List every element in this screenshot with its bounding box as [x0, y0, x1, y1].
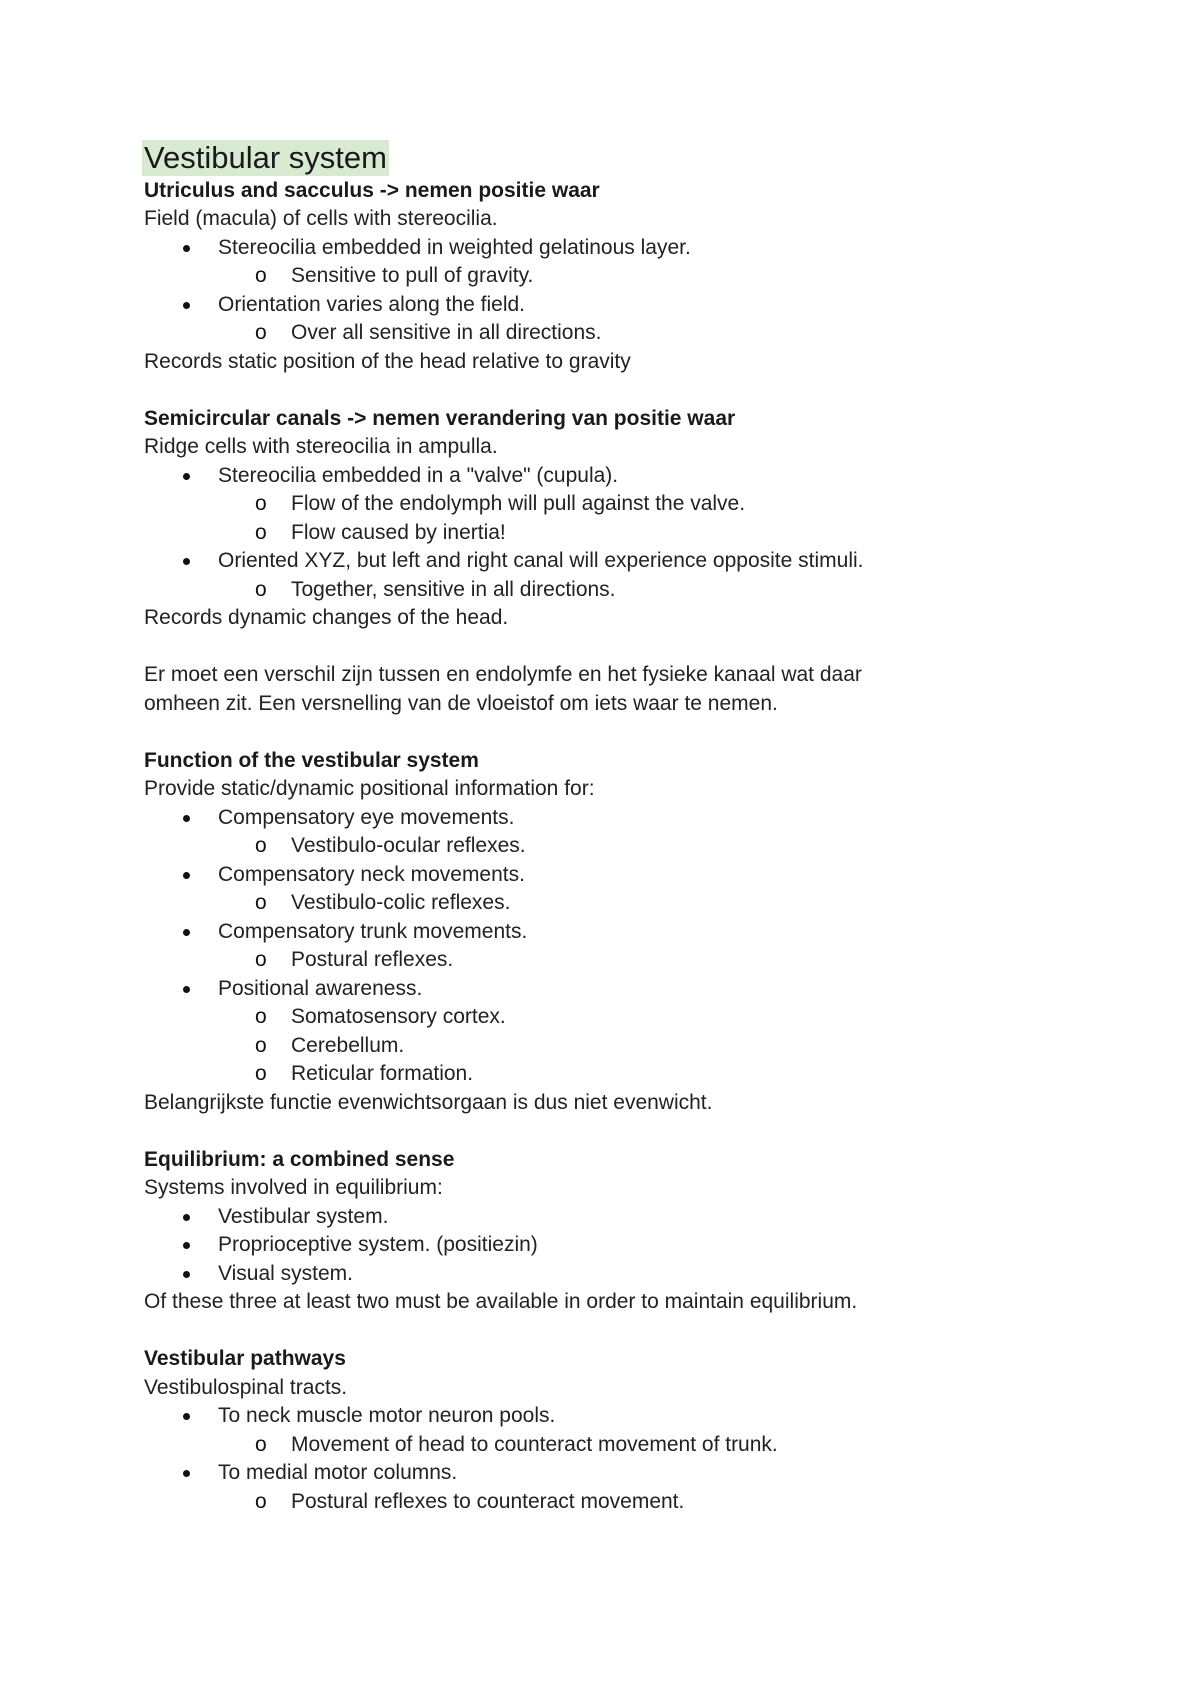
sub-bullet-marker-icon: o: [255, 948, 267, 971]
bullet-dot-icon: [183, 986, 190, 993]
bullet-dot-icon: [183, 558, 190, 565]
section-spacer: [144, 1317, 1104, 1346]
bullet-text: Orientation varies along the field.: [218, 292, 526, 316]
bullet-item: [144, 1459, 1104, 1488]
section-intro: Ridge cells with stereocilia in ampulla.: [144, 435, 498, 458]
section-spacer: [144, 718, 1104, 747]
sub-bullet-marker-icon: o: [255, 891, 267, 914]
bullet-item: [144, 1203, 1104, 1232]
section-intro: Provide static/dynamic positional information for:: [144, 777, 595, 800]
section-spacer: [144, 633, 1104, 662]
sub-bullet-marker-icon: o: [255, 321, 267, 344]
bullet-text: Stereocilia embedded in weighted gelatinous layer.: [218, 235, 691, 259]
sub-bullet-item: [144, 1488, 1104, 1517]
bullet-dot-icon: [183, 1214, 190, 1221]
bullet-text: Visual system.: [218, 1261, 353, 1285]
sub-bullet-item: [144, 1032, 1104, 1061]
section-outro: Of these three at least two must be available in order to maintain equilibrium.: [144, 1290, 858, 1313]
sub-bullet-text: Reticular formation.: [291, 1062, 474, 1085]
bullet-item: [144, 1402, 1104, 1431]
sub-bullet-marker-icon: o: [255, 492, 267, 515]
bullet-item: [144, 234, 1104, 263]
section-heading: Semicircular canals -> nemen verandering van positie waar: [144, 406, 736, 430]
bullet-dot-icon: [183, 1271, 190, 1278]
document-body: [144, 140, 1104, 1516]
section-intro: Field (macula) of cells with stereocilia.: [144, 207, 498, 230]
section-spacer: [144, 376, 1104, 405]
bullet-text: Compensatory eye movements.: [218, 805, 515, 829]
bullet-dot-icon: [183, 929, 190, 936]
sub-bullet-marker-icon: o: [255, 1005, 267, 1028]
sub-bullet-item: [144, 889, 1104, 918]
bullet-text: To neck muscle motor neuron pools.: [218, 1404, 556, 1427]
section-outro: Records static position of the head relative to gravity: [144, 349, 631, 373]
sub-bullet-marker-icon: o: [255, 1033, 267, 1057]
sub-bullet-text: Postural reflexes to counteract movement.: [291, 1489, 685, 1513]
sub-bullet-item: [144, 576, 1104, 605]
bullet-item: [144, 462, 1104, 491]
section-outro: Records dynamic changes of the head.: [144, 606, 509, 629]
bullet-text: Proprioceptive system. (positiezin): [218, 1233, 538, 1256]
sub-bullet-text: Movement of head to counteract movement of trunk.: [291, 1432, 778, 1456]
bullet-dot-icon: [183, 872, 190, 879]
sub-bullet-marker-icon: o: [255, 1062, 267, 1085]
sub-bullet-item: [144, 319, 1104, 348]
sub-bullet-item: [144, 262, 1104, 291]
bullet-item: [144, 547, 1104, 576]
bullet-item: [144, 291, 1104, 320]
bullet-text: To medial motor columns.: [218, 1461, 458, 1484]
sub-bullet-marker-icon: o: [255, 1489, 267, 1513]
bullet-item: [144, 975, 1104, 1004]
page-title: Vestibular system: [144, 140, 387, 175]
bullet-dot-icon: [183, 302, 190, 309]
section-heading: Utriculus and sacculus -> nemen positie waar: [144, 178, 600, 202]
sub-bullet-marker-icon: o: [255, 834, 267, 857]
sub-bullet-item: [144, 1060, 1104, 1089]
bullet-dot-icon: [183, 245, 190, 252]
sub-bullet-item: [144, 832, 1104, 861]
sub-bullet-marker-icon: o: [255, 1432, 267, 1456]
bullet-dot-icon: [183, 1470, 190, 1477]
section-spacer: [144, 1117, 1104, 1146]
bullet-item: [144, 861, 1104, 890]
sub-bullet-text: Together, sensitive in all directions.: [291, 577, 616, 601]
section-heading: Equilibrium: a combined sense: [144, 1147, 455, 1171]
sub-bullet-text: Over all sensitive in all directions.: [291, 321, 602, 344]
paragraph-line: omheen zit. Een versnelling van de vloeistof om iets waar te nemen.: [144, 691, 778, 715]
sub-bullet-item: [144, 1003, 1104, 1032]
bullet-text: Oriented XYZ, but left and right canal will experience opposite stimuli.: [218, 549, 864, 572]
section-heading: Vestibular pathways: [144, 1347, 346, 1370]
bullet-dot-icon: [183, 1413, 190, 1420]
bullet-dot-icon: [183, 1242, 190, 1249]
bullet-item: [144, 918, 1104, 947]
paragraph-line: Er moet een verschil zijn tussen en endolymfe en het fysieke kanaal wat daar: [144, 663, 862, 686]
sub-bullet-text: Vestibulo-ocular reflexes.: [291, 834, 526, 857]
bullet-text: Positional awareness.: [218, 976, 423, 1000]
sub-bullet-text: Flow of the endolymph will pull against the valve.: [291, 492, 746, 515]
bullet-item: [144, 804, 1104, 833]
section-outro: Belangrijkste functie evenwichtsorgaan is dus niet evenwicht.: [144, 1090, 713, 1114]
sub-bullet-item: [144, 946, 1104, 975]
sub-bullet-item: [144, 490, 1104, 519]
sub-bullet-marker-icon: o: [255, 577, 267, 601]
sub-bullet-text: Vestibulo-colic reflexes.: [291, 891, 511, 914]
sub-bullet-marker-icon: o: [255, 520, 267, 544]
sub-bullet-text: Flow caused by inertia!: [291, 520, 506, 544]
bullet-dot-icon: [183, 815, 190, 822]
bullet-text: Stereocilia embedded in a "valve" (cupula).: [218, 463, 619, 487]
sub-bullet-item: [144, 1431, 1104, 1460]
bullet-text: Compensatory neck movements.: [218, 862, 525, 886]
bullet-text: Vestibular system.: [218, 1204, 389, 1228]
sub-bullet-marker-icon: o: [255, 264, 267, 287]
bullet-item: [144, 1260, 1104, 1289]
sub-bullet-text: Sensitive to pull of gravity.: [291, 264, 534, 287]
sub-bullet-item: [144, 519, 1104, 548]
bullet-item: [144, 1231, 1104, 1260]
sub-bullet-text: Somatosensory cortex.: [291, 1005, 506, 1028]
section-heading: Function of the vestibular system: [144, 748, 479, 772]
bullet-dot-icon: [183, 473, 190, 480]
section-intro: Vestibulospinal tracts.: [144, 1375, 348, 1399]
sub-bullet-text: Cerebellum.: [291, 1033, 405, 1057]
section-intro: Systems involved in equilibrium:: [144, 1176, 443, 1199]
sub-bullet-text: Postural reflexes.: [291, 948, 454, 971]
bullet-text: Compensatory trunk movements.: [218, 919, 528, 943]
